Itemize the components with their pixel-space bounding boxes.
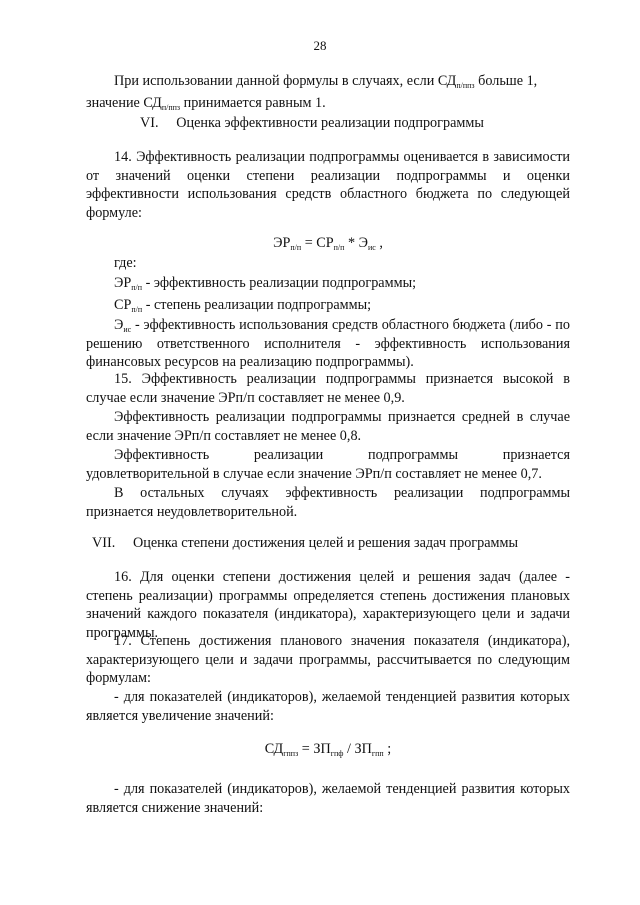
formula-e-subscript: ис [367,243,376,252]
paragraph-14: 14. Эффективность реализации подпрограммы оценивается в зависимости от значений оценки степени реализации подпрограммы и оценки эффективности использования средств областного бюджета по следующей формуле: [86,149,570,221]
formula-er-symbol: ЭР [273,235,291,251]
formula-er-subscript: п/п [290,243,302,252]
definition-er-subscript: п/п [131,283,143,292]
section-7-heading [92,534,570,553]
definition-e-subscript: ис [123,325,132,334]
section-7-number: VII. [92,535,116,551]
formula-sd-subscript: гппз [283,749,299,758]
definition-sr-symbol: СР [114,297,132,313]
formula-end: , [375,235,383,251]
intro-subscript-1: п/ппз [456,81,475,90]
intro-subscript-2: п/ппз [161,103,181,112]
paragraph-17: 17. Степень достижения планового значения показателя (индикатора), характеризующего цели и задачи программы, рассчитывается по следующим формулам: [86,633,570,687]
section-6-heading [140,114,580,133]
intro-text-a: При использовании данной формулы в случаях, если СД [114,73,457,89]
formula-er [86,234,570,253]
section-6-number: VI. [140,115,159,131]
intro-text-d: принимается равным 1. [180,95,326,111]
definition-er-symbol: ЭР [114,275,132,291]
formula-zp2-symbol: / ЗП [343,741,372,757]
formula-sd-end: ; [383,741,392,757]
case-decrease: - для показателей (индикаторов), желаемой тенденцией развития которых является снижение значений: [86,781,570,816]
page-number: 28 [313,38,327,53]
intro-text-b: больше 1, [474,73,538,89]
formula-sd-symbol: СД [264,741,284,757]
paragraph-15-satisfactory-line-2: удовлетворительной в случае если значение ЭРп/п составляет не менее 0,7. [86,466,542,482]
intro-line-2 [86,94,570,113]
formula-zp2-subscript: гпп [371,749,384,758]
definition-sr-subscript: п/п [131,305,143,314]
paragraph-15-medium: Эффективность реализации подпрограммы признается средней в случае если значение ЭРп/п составляет не менее 0,8. [86,409,570,444]
definition-e [86,316,570,372]
section-6-title: Оценка эффективности реализации подпрограммы [176,115,484,131]
definition-er [114,274,570,293]
paragraph-15-unsatisfactory: В остальных случаях эффективность реализации подпрограммы признается неудовлетворительной. [86,485,570,520]
definition-e-symbol: Э [114,317,124,333]
formula-zp1-symbol: = ЗП [298,741,331,757]
definition-sr-text: - степень реализации подпрограммы; [142,297,372,313]
paragraph-16: 16. Для оценки степени достижения целей и решения задач (далее - степень реализации) программы определяется степень достижения плановых значений каждого показателя (индикатора), характеризующего цели и задачи программы. [86,569,570,641]
intro-paragraph [86,72,570,91]
intro-paragraph-cont [86,94,570,113]
intro-line-1 [86,72,570,91]
formula-sr-symbol: = СР [301,235,334,251]
definition-sr [114,296,570,315]
intro-text-c: значение СД [86,95,162,111]
paragraph-15: 15. Эффективность реализации подпрограммы признается высокой в случае если значение ЭРп/п составляет не менее 0,9. [86,371,570,406]
formula-sr-subscript: п/п [333,243,345,252]
where-label: где: [114,255,137,271]
definition-e-text: - эффективность использования средств областного бюджета (либо - по решению ответственного исполнителя - эффективность использования финансовых ресурсов на реализацию подпрограммы). [86,317,570,371]
paragraph-15-satisfactory-line-1: Эффективность реализации подпрограммы признается [114,447,570,463]
formula-zp1-subscript: гпф [330,749,344,758]
formula-e-symbol: * Э [344,235,368,251]
section-7-title: Оценка степени достижения целей и решения задач программы [132,535,518,551]
formula-sd [86,740,570,759]
definition-er-text: - эффективность реализации подпрограммы; [142,275,417,291]
case-increase: - для показателей (индикаторов), желаемой тенденцией развития которых является увеличение значений: [86,689,570,724]
